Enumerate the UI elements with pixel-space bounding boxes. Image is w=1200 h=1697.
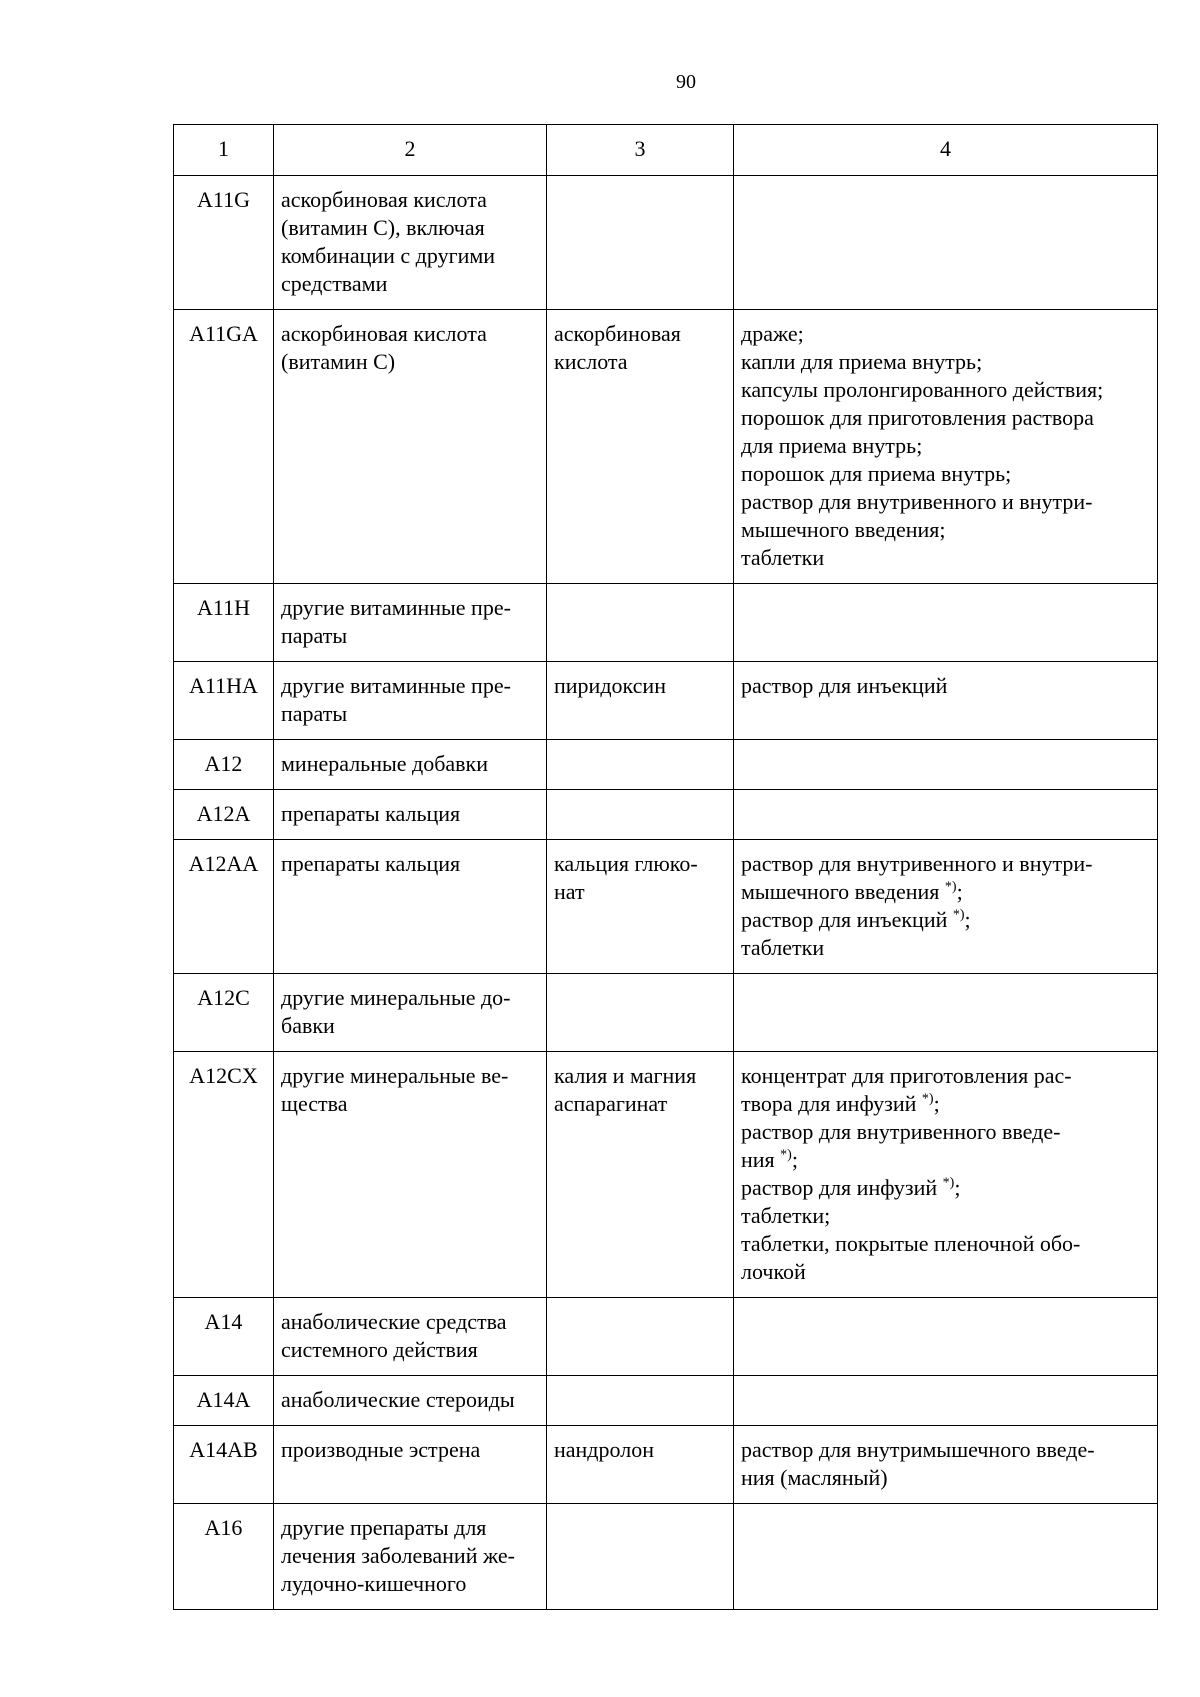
dosage-forms-cell bbox=[734, 1052, 1158, 1298]
table-header-row bbox=[174, 125, 1158, 176]
anatomical-group-cell bbox=[274, 1376, 547, 1426]
footnote-marker: *) bbox=[942, 1175, 955, 1191]
dosage-form-text: раствор для инфузий bbox=[741, 1175, 943, 1200]
substance-cell-line: аскорбиновая bbox=[554, 321, 681, 346]
dosage-forms-cell bbox=[734, 974, 1158, 1052]
dosage-form-text: порошок для приема внутрь; bbox=[741, 461, 1012, 486]
anatomical-group-cell-line: другие витаминные пре- bbox=[281, 673, 511, 698]
dosage-forms-cell bbox=[734, 1504, 1158, 1610]
dosage-form-text: концентрат для приготовления рас- bbox=[741, 1063, 1072, 1088]
anatomical-group-cell bbox=[274, 840, 547, 974]
dosage-form-line bbox=[741, 320, 1151, 348]
anatomical-group-cell-line: щества bbox=[281, 1091, 348, 1116]
anatomical-group-cell bbox=[274, 790, 547, 840]
dosage-form-text: для приема внутрь; bbox=[741, 433, 923, 458]
table-row bbox=[174, 310, 1158, 584]
dosage-form-text: таблетки bbox=[741, 935, 825, 960]
dosage-form-text: таблетки bbox=[741, 545, 825, 570]
dosage-form-text: таблетки, покрытые пленочной обо- bbox=[741, 1231, 1081, 1256]
dosage-forms-cell bbox=[734, 790, 1158, 840]
substance-cell bbox=[547, 1298, 734, 1376]
substance-cell bbox=[547, 662, 734, 740]
dosage-form-text: мышечного введения bbox=[741, 879, 945, 904]
dosage-form-line bbox=[741, 348, 1151, 376]
dosage-form-suffix: ; bbox=[791, 1147, 798, 1172]
dosage-form-suffix: ; bbox=[933, 1091, 940, 1116]
atc-code-cell: A11H bbox=[174, 584, 274, 662]
substance-cell bbox=[547, 1504, 734, 1610]
atc-code-cell: A12CX bbox=[174, 1052, 274, 1298]
dosage-form-text: капли для приема внутрь; bbox=[741, 349, 983, 374]
substance-cell-line: аспарагинат bbox=[554, 1091, 668, 1116]
substance-cell bbox=[547, 1376, 734, 1426]
table-row bbox=[174, 1298, 1158, 1376]
atc-code-cell: A12C bbox=[174, 974, 274, 1052]
anatomical-group-cell-line: анаболические средства bbox=[281, 1309, 507, 1334]
anatomical-group-cell-line: препараты кальция bbox=[281, 801, 461, 826]
dosage-forms-cell bbox=[734, 310, 1158, 584]
anatomical-group-cell-line: лудочно-кишечного bbox=[281, 1571, 467, 1596]
anatomical-group-cell-line: другие препараты для bbox=[281, 1515, 487, 1540]
atc-code-cell: A12A bbox=[174, 790, 274, 840]
dosage-form-text: раствор для внутримышечного введе- bbox=[741, 1437, 1095, 1462]
anatomical-group-cell-line: аскорбиновая кислота bbox=[281, 187, 487, 212]
dosage-form-text: капсулы пролонгированного действия; bbox=[741, 377, 1104, 402]
anatomical-group-cell bbox=[274, 1052, 547, 1298]
anatomical-group-cell bbox=[274, 176, 547, 310]
substance-cell-line: пиридоксин bbox=[554, 673, 666, 698]
dosage-forms-cell bbox=[734, 1298, 1158, 1376]
anatomical-group-cell-line: (витамин С), включая bbox=[281, 215, 485, 240]
dosage-form-text: ния bbox=[741, 1147, 781, 1172]
anatomical-group-cell-line: минеральные добавки bbox=[281, 751, 489, 776]
substance-cell bbox=[547, 974, 734, 1052]
dosage-form-line bbox=[741, 906, 1151, 934]
anatomical-group-cell-line: лечения заболеваний же- bbox=[281, 1543, 515, 1568]
dosage-form-text: ния (масляный) bbox=[741, 1465, 888, 1490]
table-row bbox=[174, 1052, 1158, 1298]
footnote-marker: *) bbox=[944, 879, 957, 895]
anatomical-group-cell-line: другие минеральные ве- bbox=[281, 1063, 509, 1088]
substance-cell-line: калия и магния bbox=[554, 1063, 697, 1088]
anatomical-group-cell-line: системного действия bbox=[281, 1337, 478, 1362]
anatomical-group-cell-line: (витамин С) bbox=[281, 349, 396, 374]
dosage-form-line bbox=[741, 1062, 1151, 1090]
anatomical-group-cell-line: препараты кальция bbox=[281, 851, 461, 876]
anatomical-group-cell-line: параты bbox=[281, 701, 348, 726]
dosage-forms-cell bbox=[734, 1426, 1158, 1504]
dosage-form-line bbox=[741, 1090, 1151, 1118]
anatomical-group-cell-line: средствами bbox=[281, 271, 388, 296]
substance-cell bbox=[547, 740, 734, 790]
anatomical-group-cell bbox=[274, 1298, 547, 1376]
dosage-forms-cell bbox=[734, 176, 1158, 310]
substance-cell bbox=[547, 1426, 734, 1504]
header-col-1: 1 bbox=[174, 125, 274, 176]
dosage-form-line bbox=[741, 544, 1151, 572]
header-col-4: 4 bbox=[734, 125, 1158, 176]
table-row bbox=[174, 1426, 1158, 1504]
footnote-marker: *) bbox=[780, 1147, 792, 1163]
dosage-form-text: таблетки; bbox=[741, 1203, 831, 1228]
anatomical-group-cell-line: другие минеральные до- bbox=[281, 985, 511, 1010]
page-number: 90 bbox=[676, 71, 696, 93]
atc-code-cell: A14AB bbox=[174, 1426, 274, 1504]
substance-cell bbox=[547, 176, 734, 310]
substance-cell bbox=[547, 584, 734, 662]
anatomical-group-cell bbox=[274, 310, 547, 584]
anatomical-group-cell bbox=[274, 974, 547, 1052]
dosage-form-text: раствор для инъекций bbox=[741, 907, 953, 932]
dosage-form-text: раствор для внутривенного и внутри- bbox=[741, 489, 1093, 514]
table-body bbox=[174, 176, 1158, 1610]
dosage-form-text: твора для инфузий bbox=[741, 1091, 922, 1116]
dosage-form-line bbox=[741, 488, 1151, 516]
dosage-form-text: драже; bbox=[741, 321, 804, 346]
substance-cell bbox=[547, 840, 734, 974]
substance-cell bbox=[547, 1052, 734, 1298]
atc-code-cell: A16 bbox=[174, 1504, 274, 1610]
atc-code-cell: A11GA bbox=[174, 310, 274, 584]
dosage-form-text: раствор для инъекций bbox=[741, 673, 948, 698]
table-row bbox=[174, 662, 1158, 740]
drug-table bbox=[173, 124, 1158, 1610]
dosage-form-text: лочкой bbox=[741, 1259, 806, 1284]
anatomical-group-cell-line: анаболические стероиды bbox=[281, 1387, 515, 1412]
table-row bbox=[174, 176, 1158, 310]
atc-code-cell: A12 bbox=[174, 740, 274, 790]
dosage-forms-cell bbox=[734, 740, 1158, 790]
substance-cell-line: кальция глюко- bbox=[554, 851, 698, 876]
dosage-form-suffix: ; bbox=[954, 1175, 961, 1200]
dosage-forms-cell bbox=[734, 840, 1158, 974]
anatomical-group-cell-line: параты bbox=[281, 623, 348, 648]
dosage-form-line bbox=[741, 1118, 1151, 1146]
table-row bbox=[174, 840, 1158, 974]
dosage-form-text: раствор для внутривенного введе- bbox=[741, 1119, 1061, 1144]
dosage-form-line bbox=[741, 1464, 1151, 1492]
dosage-forms-cell bbox=[734, 584, 1158, 662]
table-row bbox=[174, 1504, 1158, 1610]
dosage-form-suffix: ; bbox=[964, 907, 971, 932]
header-col-2: 2 bbox=[274, 125, 547, 176]
atc-code-cell: A11G bbox=[174, 176, 274, 310]
anatomical-group-cell-line: другие витаминные пре- bbox=[281, 595, 511, 620]
footnote-marker: *) bbox=[952, 907, 965, 923]
dosage-form-text: мышечного введения; bbox=[741, 517, 946, 542]
table-row bbox=[174, 790, 1158, 840]
anatomical-group-cell bbox=[274, 1504, 547, 1610]
table-row bbox=[174, 974, 1158, 1052]
dosage-form-line bbox=[741, 1258, 1151, 1286]
substance-cell-line: нандролон bbox=[554, 1437, 654, 1462]
header-col-3: 3 bbox=[547, 125, 734, 176]
dosage-form-line bbox=[741, 376, 1151, 404]
anatomical-group-cell bbox=[274, 662, 547, 740]
table-row bbox=[174, 740, 1158, 790]
footnote-marker: *) bbox=[921, 1091, 934, 1107]
dosage-form-suffix: ; bbox=[956, 879, 963, 904]
atc-code-cell: A11HA bbox=[174, 662, 274, 740]
anatomical-group-cell bbox=[274, 740, 547, 790]
dosage-form-text: порошок для приготовления раствора bbox=[741, 405, 1094, 430]
dosage-form-line bbox=[741, 432, 1151, 460]
dosage-form-line bbox=[741, 1146, 1151, 1174]
dosage-forms-cell bbox=[734, 662, 1158, 740]
anatomical-group-cell bbox=[274, 1426, 547, 1504]
table-row bbox=[174, 1376, 1158, 1426]
atc-code-cell: A12AA bbox=[174, 840, 274, 974]
substance-cell bbox=[547, 790, 734, 840]
dosage-form-line bbox=[741, 934, 1151, 962]
anatomical-group-cell-line: бавки bbox=[281, 1013, 335, 1038]
dosage-form-line bbox=[741, 1174, 1151, 1202]
dosage-forms-cell bbox=[734, 1376, 1158, 1426]
substance-cell-line: нат bbox=[554, 879, 585, 904]
dosage-form-line bbox=[741, 404, 1151, 432]
anatomical-group-cell-line: производные эстрена bbox=[281, 1437, 481, 1462]
dosage-form-line bbox=[741, 516, 1151, 544]
dosage-form-line bbox=[741, 1202, 1151, 1230]
dosage-form-line bbox=[741, 1230, 1151, 1258]
table-row bbox=[174, 584, 1158, 662]
dosage-form-line bbox=[741, 672, 1151, 700]
anatomical-group-cell-line: аскорбиновая кислота bbox=[281, 321, 487, 346]
atc-code-cell: A14 bbox=[174, 1298, 274, 1376]
atc-code-cell: A14A bbox=[174, 1376, 274, 1426]
dosage-form-text: раствор для внутривенного и внутри- bbox=[741, 851, 1093, 876]
dosage-form-line bbox=[741, 878, 1151, 906]
substance-cell bbox=[547, 310, 734, 584]
anatomical-group-cell-line: комбинации с другими bbox=[281, 243, 496, 268]
anatomical-group-cell bbox=[274, 584, 547, 662]
dosage-form-line bbox=[741, 1436, 1151, 1464]
dosage-form-line bbox=[741, 460, 1151, 488]
dosage-form-line bbox=[741, 850, 1151, 878]
substance-cell-line: кислота bbox=[554, 349, 628, 374]
